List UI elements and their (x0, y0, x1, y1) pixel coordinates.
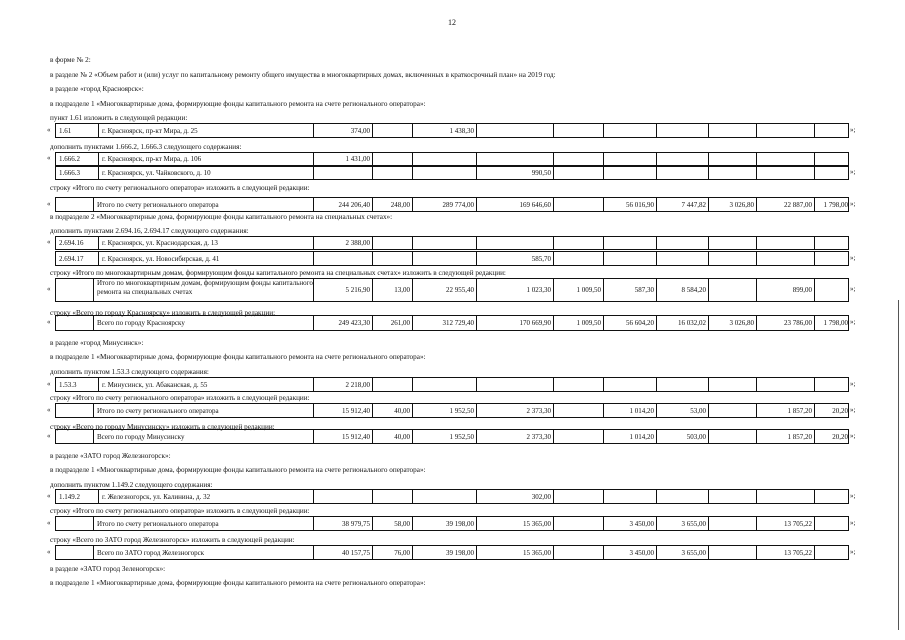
value-cell (656, 237, 708, 249)
value-cell: 40,00 (372, 430, 412, 443)
value-cell (756, 490, 814, 503)
row-name: Всего по городу Минусинску (93, 430, 313, 443)
value-cell (476, 124, 553, 137)
value-cell: 503,00 (656, 430, 708, 443)
value-cell (708, 279, 756, 301)
value-cell: 3 655,00 (656, 517, 708, 530)
close-quote: »; (850, 518, 856, 527)
close-quote: »; (850, 285, 856, 293)
value-cell: 8 584,20 (656, 279, 708, 301)
open-quote: « (47, 238, 51, 246)
value-cell (708, 252, 756, 265)
value-cell (553, 546, 603, 559)
value-cell (372, 237, 412, 249)
open-quote: « (47, 154, 51, 162)
row-name: г. Красноярск, пр-кт Мира, д. 106 (98, 153, 313, 165)
row-name: г. Минусинск, ул. Абаканская, д. 55 (98, 378, 313, 391)
value-cell (708, 378, 756, 391)
close-quote: »; (850, 379, 856, 388)
row-name: г. Красноярск, пр-кт Мира, д. 25 (98, 124, 313, 137)
row-number: 1.666.2 (59, 155, 80, 163)
text-line: в подразделе 2 «Многоквартирные дома, формирующие фонды капитального ремонта на специальных счетах»: (50, 213, 393, 221)
text-line: пункт 1.61 изложить в следующей редакции: (50, 114, 188, 122)
value-cell (756, 252, 814, 265)
value-cell (412, 490, 476, 503)
row-name: г. Красноярск, ул. Чайковского, д. 10 (98, 167, 313, 179)
value-cell: 5 216,90 (313, 279, 372, 301)
text-line: строку «Итого по счету регионального оператора» изложить в следующей редакции: (50, 184, 310, 192)
value-cell: 15 365,00 (476, 546, 553, 559)
row-number (56, 517, 93, 530)
value-cell: 56 604,20 (603, 316, 656, 330)
value-cell (708, 404, 756, 417)
value-cell (656, 252, 708, 265)
value-cell (814, 546, 850, 559)
value-cell: 1 009,50 (553, 316, 603, 330)
value-cell (814, 153, 850, 165)
value-cell (372, 252, 412, 265)
table-row (55, 251, 849, 266)
close-quote: »; (850, 431, 856, 440)
table-row (55, 278, 849, 302)
value-cell: 22 887,00 (756, 198, 814, 211)
open-quote: « (47, 199, 51, 208)
close-quote: »; (850, 491, 856, 500)
value-cell: 3 450,00 (603, 546, 656, 559)
row-number: 1.61 (59, 126, 72, 135)
table-row (55, 489, 849, 504)
row-name: Всего по ЗАТО город Железногорск (93, 546, 313, 559)
page-number: 12 (448, 18, 456, 27)
table-row (55, 545, 849, 560)
value-cell (553, 430, 603, 443)
open-quote: « (47, 125, 51, 134)
value-cell: 170 669,90 (476, 316, 553, 330)
text-line: в разделе «ЗАТО город Зеленогорск»: (50, 565, 166, 573)
value-cell (553, 124, 603, 137)
value-cell (553, 517, 603, 530)
row-number (56, 404, 93, 417)
value-cell: 585,70 (476, 252, 553, 265)
value-cell (372, 153, 412, 165)
table-row (55, 197, 849, 212)
value-cell: 1 023,30 (476, 279, 553, 301)
table-row (55, 152, 849, 166)
value-cell (553, 237, 603, 249)
value-cell: 289 774,00 (412, 198, 476, 211)
text-line: в разделе «город Минусинск»: (50, 339, 144, 347)
value-cell: 990,50 (476, 167, 553, 179)
value-cell: 1 014,20 (603, 404, 656, 417)
value-cell (756, 153, 814, 165)
text-line: строку «Всего по городу Красноярску» изложить в следующей редакции: (50, 309, 276, 317)
value-cell: 248,00 (372, 198, 412, 211)
value-cell (603, 167, 656, 179)
text-line: дополнить пунктами 1.666.2, 1.666.3 следующего содержания: (50, 143, 242, 151)
open-quote: « (47, 518, 51, 527)
row-name: Итого по счету регионального оператора (93, 198, 313, 211)
value-cell (603, 124, 656, 137)
value-cell (372, 378, 412, 391)
value-cell (708, 237, 756, 249)
value-cell (814, 124, 850, 137)
value-cell: 302,00 (476, 490, 553, 503)
value-cell (656, 153, 708, 165)
value-cell (553, 252, 603, 265)
value-cell: 76,00 (372, 546, 412, 559)
value-cell: 1 438,30 (412, 124, 476, 137)
value-cell: 3 655,00 (656, 546, 708, 559)
row-name: г. Красноярск, ул. Краснодарская, д. 13 (98, 237, 313, 249)
value-cell (756, 167, 814, 179)
close-quote: »; (850, 405, 856, 414)
value-cell (814, 237, 850, 249)
value-cell: 13,00 (372, 279, 412, 301)
value-cell (814, 517, 850, 530)
text-line: в подразделе 1 «Многоквартирные дома, формирующие фонды капитального ремонта на счете регионального оператора»: (50, 579, 426, 587)
value-cell: 1 857,20 (756, 430, 814, 443)
close-quote: »; (850, 253, 856, 262)
value-cell (313, 167, 372, 179)
value-cell (412, 378, 476, 391)
text-line: дополнить пунктами 2.694.16, 2.694.17 следующего содержания: (50, 227, 249, 235)
value-cell: 40,00 (372, 404, 412, 417)
value-cell: 249 423,30 (313, 316, 372, 330)
value-cell: 261,00 (372, 316, 412, 330)
value-cell: 3 450,00 (603, 517, 656, 530)
value-cell: 15 912,40 (313, 404, 372, 417)
value-cell (708, 546, 756, 559)
value-cell (814, 279, 850, 301)
value-cell (603, 252, 656, 265)
value-cell (553, 153, 603, 165)
row-name: Итого по многоквартирным домам, формирующим фонды капитального ремонта на специальных счетах (93, 279, 313, 301)
value-cell (814, 252, 850, 265)
value-cell: 20,20 (814, 404, 850, 417)
value-cell: 38 979,75 (313, 517, 372, 530)
value-cell: 23 786,00 (756, 316, 814, 330)
value-cell (814, 378, 850, 391)
value-cell: 312 729,40 (412, 316, 476, 330)
value-cell (313, 252, 372, 265)
row-number: 1.666.3 (59, 169, 80, 177)
value-cell: 1 952,50 (412, 430, 476, 443)
row-name: г. Железногорск, ул. Калинина, д. 32 (98, 490, 313, 503)
row-number (56, 279, 93, 301)
text-line: дополнить пунктом 1.149.2 следующего содержания: (50, 481, 213, 489)
value-cell (476, 378, 553, 391)
value-cell (553, 404, 603, 417)
text-line: в подразделе 1 «Многоквартирные дома, формирующие фонды капитального ремонта на счете регионального оператора»: (50, 100, 426, 108)
open-quote: « (47, 405, 51, 414)
text-line: в разделе «ЗАТО город Железногорск»: (50, 452, 171, 460)
text-line: в форме № 2: (50, 56, 91, 64)
value-cell (656, 378, 708, 391)
value-cell: 169 646,60 (476, 198, 553, 211)
open-quote: « (47, 431, 51, 440)
open-quote: « (47, 547, 51, 556)
close-quote: »; (850, 318, 856, 326)
row-number (56, 198, 93, 211)
value-cell: 56 016,90 (603, 198, 656, 211)
table-row (55, 429, 849, 444)
value-cell: 1 798,00 (814, 316, 850, 330)
value-cell (553, 378, 603, 391)
text-line: в разделе «город Красноярск»: (50, 85, 144, 93)
table-row (55, 315, 849, 331)
value-cell: 39 198,00 (412, 546, 476, 559)
value-cell (708, 167, 756, 179)
value-cell (553, 198, 603, 211)
value-cell (756, 237, 814, 249)
open-quote: « (47, 285, 51, 293)
value-cell: 1 431,00 (313, 153, 372, 165)
value-cell: 3 026,80 (708, 198, 756, 211)
value-cell (814, 167, 850, 179)
table-row (55, 236, 849, 250)
table-row (55, 516, 849, 531)
value-cell: 39 198,00 (412, 517, 476, 530)
value-cell: 22 955,40 (412, 279, 476, 301)
value-cell: 374,00 (313, 124, 372, 137)
value-cell (313, 490, 372, 503)
row-number: 2.694.17 (59, 254, 84, 263)
value-cell: 13 705,22 (756, 546, 814, 559)
close-quote: »; (850, 168, 856, 176)
value-cell (603, 490, 656, 503)
value-cell (553, 490, 603, 503)
value-cell (372, 490, 412, 503)
row-name: Итого по счету регионального оператора (93, 404, 313, 417)
open-quote: « (47, 491, 51, 500)
value-cell (708, 517, 756, 530)
value-cell (708, 153, 756, 165)
value-cell (476, 153, 553, 165)
value-cell (412, 167, 476, 179)
row-name: Итого по счету регионального оператора (93, 517, 313, 530)
row-number (56, 546, 93, 559)
value-cell (476, 237, 553, 249)
table-row (55, 166, 849, 180)
value-cell: 40 157,75 (313, 546, 372, 559)
value-cell (603, 378, 656, 391)
text-line: строку «Всего по ЗАТО город Железногорск» изложить в следующей редакции: (50, 536, 295, 544)
text-line: строку «Итого по многоквартирным домам, формирующим фонды капитального ремонта на специальных счетах» изложить в следующей редакции: (50, 269, 506, 277)
table-row (55, 123, 849, 138)
value-cell: 1 952,50 (412, 404, 476, 417)
value-cell: 13 705,22 (756, 517, 814, 530)
value-cell (708, 430, 756, 443)
text-line: строку «Итого по счету регионального оператора» изложить в следующей редакции: (50, 507, 310, 515)
value-cell: 244 206,40 (313, 198, 372, 211)
value-cell: 2 218,00 (313, 378, 372, 391)
value-cell (656, 167, 708, 179)
value-cell (656, 124, 708, 137)
close-quote: »; (850, 199, 856, 208)
value-cell: 899,00 (756, 279, 814, 301)
value-cell: 20,20 (814, 430, 850, 443)
value-cell: 1 798,00 (814, 198, 850, 211)
value-cell: 2 373,30 (476, 404, 553, 417)
value-cell (656, 490, 708, 503)
value-cell: 1 014,20 (603, 430, 656, 443)
value-cell (756, 378, 814, 391)
value-cell: 1 857,20 (756, 404, 814, 417)
row-number: 1.149.2 (59, 492, 80, 501)
value-cell: 1 009,50 (553, 279, 603, 301)
row-number (56, 430, 93, 443)
value-cell (603, 237, 656, 249)
open-quote: « (47, 379, 51, 388)
open-quote: « (47, 318, 51, 326)
value-cell (814, 490, 850, 503)
table-row (55, 377, 849, 392)
text-line: в подразделе 1 «Многоквартирные дома, формирующие фонды капитального ремонта на счете регионального оператора»: (50, 466, 426, 474)
value-cell: 15 365,00 (476, 517, 553, 530)
text-line: в подразделе 1 «Многоквартирные дома, формирующие фонды капитального ремонта на счете регионального оператора»: (50, 353, 426, 361)
text-line: дополнить пунктом 1.53.3 следующего содержания: (50, 368, 209, 376)
row-number (56, 316, 93, 330)
value-cell (412, 237, 476, 249)
value-cell: 3 026,80 (708, 316, 756, 330)
row-number: 1.53.3 (59, 380, 77, 389)
value-cell: 7 447,82 (656, 198, 708, 211)
row-name: г. Красноярск, ул. Новосибирская, д. 41 (98, 252, 313, 265)
value-cell: 2 373,30 (476, 430, 553, 443)
close-quote: »; (850, 547, 856, 556)
text-line: строку «Всего по городу Минусинску» изложить в следующей редакции: (50, 423, 275, 431)
value-cell (603, 153, 656, 165)
close-quote: »; (850, 125, 856, 134)
row-name: Всего по городу Красноярску (93, 316, 313, 330)
value-cell (372, 124, 412, 137)
table-row (55, 403, 849, 418)
row-number: 2.694.16 (59, 239, 84, 247)
value-cell: 15 912,40 (313, 430, 372, 443)
scan-edge (898, 300, 899, 630)
value-cell (756, 124, 814, 137)
text-line: в разделе № 2 «Объем работ и (или) услуг по капитальному ремонту общего имущества в многоквартирных домах, включенных в краткосрочный план» на 2019 год: (50, 71, 556, 79)
text-line: строку «Итого по счету регионального оператора» изложить в следующей редакции: (50, 394, 310, 402)
value-cell: 16 032,02 (656, 316, 708, 330)
value-cell: 587,30 (603, 279, 656, 301)
value-cell (553, 167, 603, 179)
value-cell: 58,00 (372, 517, 412, 530)
value-cell (412, 153, 476, 165)
value-cell (708, 490, 756, 503)
value-cell (412, 252, 476, 265)
value-cell: 2 388,00 (313, 237, 372, 249)
value-cell: 53,00 (656, 404, 708, 417)
value-cell (372, 167, 412, 179)
value-cell (708, 124, 756, 137)
